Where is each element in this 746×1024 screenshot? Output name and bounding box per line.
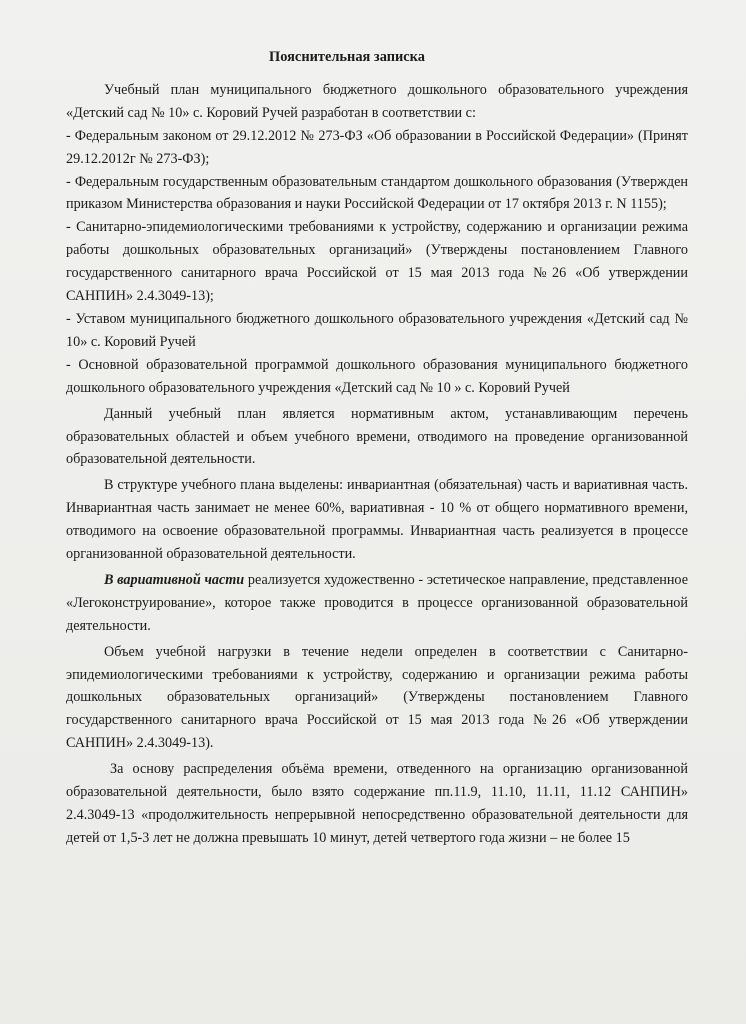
variative-rest: реализуется художественно - эстетическое направление, представленное «Легоконструирование», которое также проводится в процессе организованной образовательной деятельности. [66, 571, 688, 634]
list-item-charter: - Уставом муниципального бюджетного дошкольного образовательного учреждения «Детский сад № 10» с. Коровий Ручей [66, 310, 688, 350]
list-item-federal-law: - Федеральным законом от 29.12.2012 № 273-ФЗ «Об образовании в Российской Федерации» (Принят 29.12.2012г № 273-ФЗ); [66, 127, 688, 167]
document-title: Пояснительная записка [269, 49, 425, 65]
list-item-standard: - Федеральным государственным образовательным стандартом дошкольного образования (Утвержден приказом Министерства образования и науки Российской Федерации от 17 октября 2013 г. N 1155); [66, 173, 688, 213]
paragraph-normative: Данный учебный план является нормативным актом, устанавливающим перечень образовательных областей и объем учебного времени, отводимого на проведение организованной образовательной деятельности. [66, 405, 688, 468]
list-item-sanpin: - Санитарно-эпидемиологическими требованиями к устройству, содержанию и организации режима работы дошкольных образовательных организаций» (Утверждены постановлением Главного государственного санитарного врача Российской от 15 мая 2013 года №26 «Об утверждении САНПИН» 2.4.3049-13); [66, 219, 688, 305]
variative-lead: В вариативной части [104, 571, 245, 588]
paragraph-structure: В структуре учебного плана выделены: инвариантная (обязательная) часть и вариативная часть. Инвариантная часть занимает не менее 60%, вариативная - 10 % от общего нормативного времени, отводимого на освоение образовательной программы. Инвариантная часть реализуется в процессе организованной образовательной деятельности. [66, 477, 688, 563]
paragraph-variative [66, 569, 688, 638]
intro-paragraph: Учебный план муниципального бюджетного дошкольного образовательного учреждения «Детский сад № 10» с. Коровий Ручей разработан в соответствии с: [66, 81, 688, 121]
list-item-program: - Основной образовательной программой дошкольного образования муниципального бюджетного дошкольного образовательного учреждения «Детский сад № 10 » с. Коровий Ручей [66, 356, 688, 396]
paragraph-load: Объем учебной нагрузки в течение недели определен в соответствии с Санитарно-эпидемиологическими требованиями к устройству, содержанию и организации режима работы дошкольных образовательных организаций» (Утверждены постановлением Главного государственного санитарного врача Российской от 15 мая 2013 года №26 «Об утверждении САНПИН» 2.4.3049-13). [66, 643, 688, 752]
paragraph-basis: За основу распределения объёма времени, отведенного на организацию организованной образовательной деятельности, было взято содержание пп.11.9, 11.10, 11.11, 11.12 САНПИН» 2.4.3049-13 «продолжительность непрерывной непосредственно образовательной деятельности для детей от 1,5-3 лет не должна превышать 10 минут, детей четвертого года жизни – не более 15 [66, 761, 688, 846]
